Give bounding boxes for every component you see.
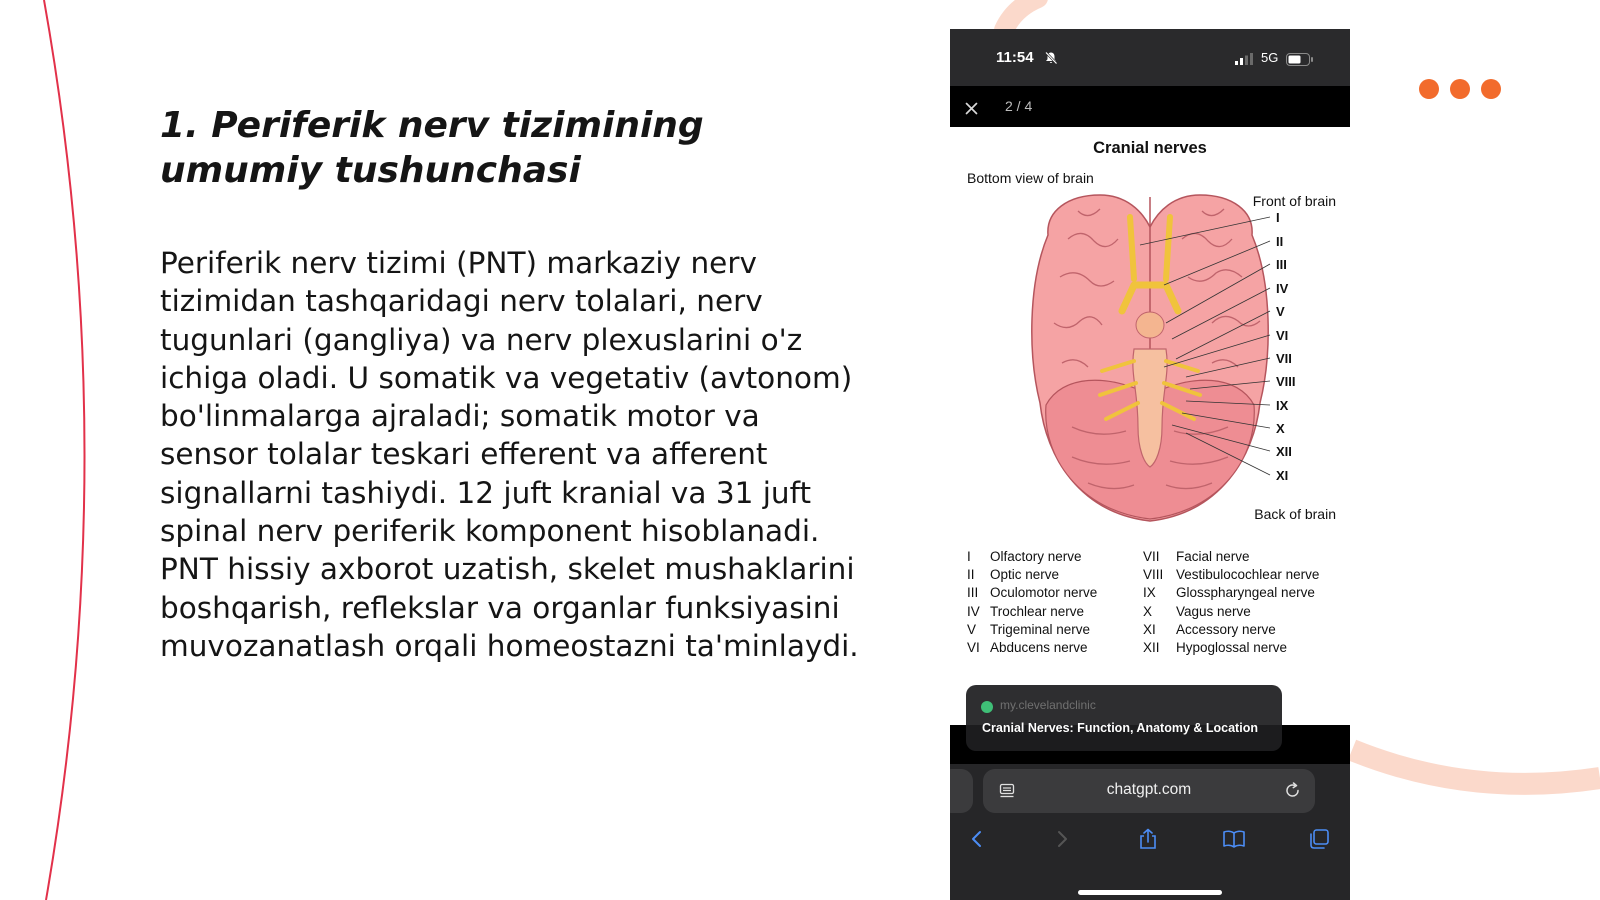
legend-name: Trochlear nerve [990, 603, 1085, 619]
page-counter: 2 / 4 [1005, 98, 1033, 114]
cranial-nerves-figure [950, 127, 1350, 725]
forward-icon[interactable] [1044, 821, 1080, 857]
image-viewer-bar [950, 86, 1350, 127]
reload-icon[interactable] [1284, 782, 1301, 803]
legend-row [967, 639, 1097, 657]
previous-tab-pill[interactable] [950, 769, 973, 813]
legend-number: IX [1143, 585, 1156, 601]
back-of-brain-label: Back of brain [1254, 506, 1336, 522]
nerve-label: XII [1276, 444, 1292, 459]
legend-name: Glosspharyngeal nerve [1176, 585, 1315, 601]
dot-icon [1419, 79, 1439, 99]
legend-number: II [967, 567, 975, 583]
nerve-label: I [1276, 210, 1280, 225]
legend-row [967, 566, 1097, 584]
battery-icon [1286, 51, 1314, 70]
source-title: Cranial Nerves: Function, Anatomy & Location [982, 721, 1258, 735]
brain-illustration [950, 127, 1350, 547]
nerve-label: VI [1276, 328, 1289, 343]
nerve-labels [1276, 210, 1296, 483]
close-icon[interactable] [965, 100, 978, 119]
figure-subtitle: Bottom view of brain [967, 170, 1094, 186]
url-text[interactable]: chatgpt.com [1106, 781, 1192, 798]
nerve-label: V [1276, 304, 1285, 319]
legend-name: Vestibulocochlear nerve [1176, 567, 1320, 583]
legend-number: IV [967, 603, 980, 619]
source-name: my.clevelandclinic [1000, 698, 1096, 712]
phone-screenshot [950, 29, 1350, 900]
bell-muted-icon [1044, 50, 1058, 69]
legend-name: Trigeminal nerve [990, 621, 1091, 637]
legend-name: Abducens nerve [990, 639, 1088, 655]
nerve-label: IX [1276, 398, 1289, 413]
browser-toolbar [950, 821, 1350, 857]
top-orange-arc [1004, 0, 1038, 30]
legend-row [1143, 566, 1319, 584]
nerve-label: X [1276, 421, 1285, 436]
share-icon[interactable] [1130, 821, 1166, 857]
legend-name: Oculomotor nerve [990, 585, 1098, 601]
nerve-label: II [1276, 234, 1284, 249]
legend-row [967, 548, 1097, 566]
status-time: 11:54 [996, 49, 1034, 66]
network-label: 5G [1261, 50, 1279, 65]
figure-title: Cranial nerves [1093, 139, 1207, 157]
legend-row [967, 621, 1097, 639]
right-orange-arc [1352, 750, 1600, 784]
legend-number: VI [967, 639, 980, 655]
legend-number: VIII [1143, 567, 1164, 583]
legend-row [1143, 621, 1319, 639]
image-source-card[interactable] [966, 685, 1282, 751]
back-icon[interactable] [959, 821, 995, 857]
legend-name: Olfactory nerve [990, 549, 1082, 564]
nerve-label: XI [1276, 468, 1289, 483]
menu-dots [1419, 79, 1501, 99]
brain-drawing [1032, 195, 1268, 521]
address-bar[interactable] [983, 769, 1315, 813]
bookmarks-icon[interactable] [1216, 821, 1252, 857]
source-favicon-icon [981, 701, 993, 713]
legend-name: Hypoglossal nerve [1176, 639, 1288, 655]
legend-row [1143, 639, 1319, 657]
nerve-label: VIII [1276, 374, 1296, 389]
left-border-curve [44, 0, 85, 900]
tabs-icon[interactable] [1301, 821, 1337, 857]
legend-row [1143, 603, 1319, 621]
legend-number: XI [1143, 621, 1156, 637]
legend-name: Optic nerve [990, 567, 1060, 583]
slide-body-text: Periferik nerv tizimi (PNT) markaziy nerv tizimidan tashqaridagi nerv tolalari, nerv tugunlari (gangliya) va nerv plexuslarini o'z ichiga oladi. U somatik va vegetativ (avtonom) bo'linmalarga ajraladi; somatik motor va sensor tolalar teskari efferent va afferent signallarni tashiydi. 12 juft kranial va 31 juft spinal nerv periferik komponent hisoblanadi. PNT hissiy axborot uzatish, skelet mushaklarini boshqarish, reflekslar va organlar funksiyasini muvozanatlash orqali homeostazni ta'minlaydi. [160, 246, 859, 663]
status-bar [950, 29, 1350, 86]
legend-row [967, 603, 1097, 621]
legend-number: III [967, 585, 979, 601]
legend-row [1143, 548, 1319, 566]
legend-number: V [967, 621, 977, 637]
nerve-label: VII [1276, 351, 1292, 366]
nerve-label: III [1276, 257, 1287, 272]
nerve-legend-left [967, 548, 1097, 657]
legend-name: Accessory nerve [1176, 621, 1276, 637]
legend-number: I [967, 549, 971, 564]
slide-title: 1. Periferik nerv tizimining umumiy tushunchasi [160, 105, 704, 191]
legend-number: VII [1143, 549, 1160, 564]
legend-name: Vagus nerve [1176, 603, 1251, 619]
legend-number: XII [1143, 639, 1160, 655]
dot-icon [1450, 79, 1470, 99]
home-indicator[interactable] [1078, 890, 1222, 895]
dot-icon [1481, 79, 1501, 99]
front-of-brain-label: Front of brain [1252, 193, 1336, 209]
legend-number: X [1143, 603, 1153, 619]
browser-bar [950, 764, 1350, 900]
nerve-label: IV [1276, 281, 1289, 296]
legend-row [967, 584, 1097, 602]
nerve-legend-right [1143, 548, 1319, 657]
signal-icon [1235, 50, 1255, 69]
legend-row [1143, 584, 1319, 602]
legend-name: Facial nerve [1176, 549, 1250, 564]
